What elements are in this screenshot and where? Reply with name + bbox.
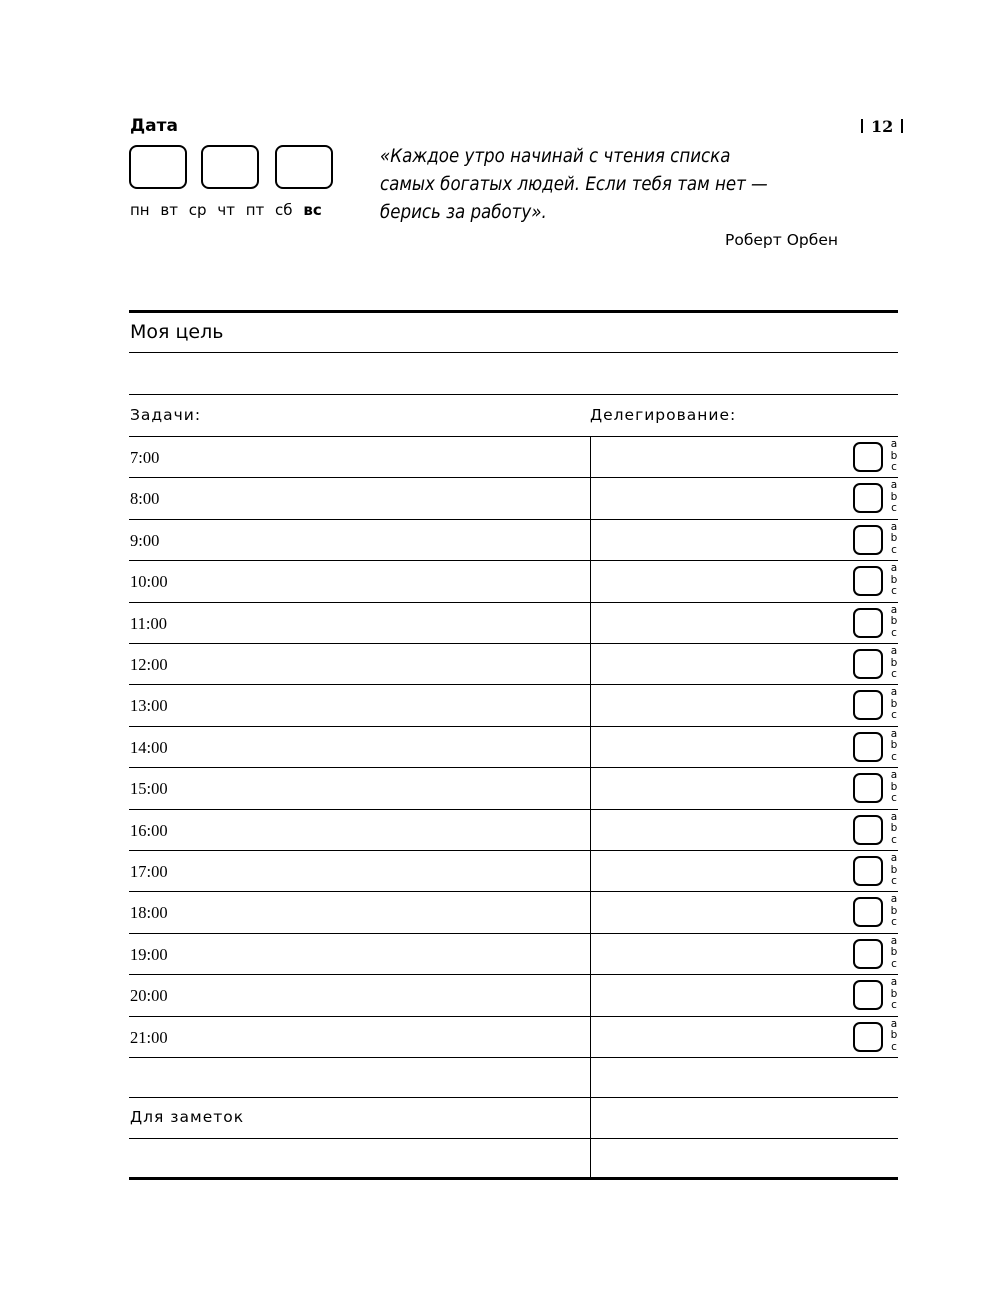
schedule-row[interactable] (0, 974, 986, 1015)
schedule-row[interactable] (0, 684, 986, 725)
task-checkbox[interactable] (853, 566, 883, 596)
weekday-sat[interactable]: сб (275, 201, 293, 219)
task-checkbox[interactable] (853, 939, 883, 969)
priority-letter[interactable]: c (891, 1040, 897, 1053)
delegation-title: Делегирование: (590, 406, 737, 424)
priority-letter[interactable]: b (890, 822, 898, 835)
time-label: 12:00 (130, 655, 168, 674)
time-label: 15:00 (130, 779, 168, 799)
priority-letters (889, 1019, 899, 1054)
priority-letter[interactable]: a (890, 810, 898, 823)
priority-letter[interactable]: b (890, 946, 898, 959)
weekday-selector (130, 201, 322, 219)
time-label: 11:00 (130, 613, 167, 633)
priority-letters (889, 687, 899, 722)
page-number-divider-left (861, 119, 863, 133)
priority-letter[interactable]: a (890, 520, 898, 533)
time-label: 21:00 (130, 1027, 168, 1047)
task-checkbox[interactable] (853, 897, 883, 927)
quote-line: «Каждое утро начинай с чтения списка (380, 146, 731, 167)
time-label: 16:00 (130, 820, 168, 840)
goal-top-rule (129, 310, 898, 313)
schedule-row[interactable] (0, 891, 986, 932)
weekday-tue[interactable]: вт (160, 201, 178, 219)
task-checkbox[interactable] (853, 608, 883, 638)
priority-letters (889, 853, 899, 888)
notes-top-rule (129, 1097, 898, 1098)
goal-write-line[interactable] (129, 394, 898, 395)
task-checkbox[interactable] (853, 1022, 883, 1052)
priority-letter[interactable]: a (890, 976, 898, 989)
quote (380, 143, 850, 227)
time-label: 18:00 (130, 903, 168, 923)
priority-letter[interactable]: a (890, 1017, 898, 1030)
priority-letters (889, 480, 899, 515)
priority-letter[interactable]: b (890, 490, 898, 503)
priority-letter[interactable]: c (891, 875, 897, 887)
priority-letters (889, 522, 899, 557)
date-day-box[interactable] (129, 145, 187, 189)
task-checkbox[interactable] (853, 483, 883, 513)
task-checkbox[interactable] (853, 980, 883, 1010)
priority-letters (889, 894, 899, 929)
task-checkbox[interactable] (853, 856, 883, 886)
priority-letter[interactable]: c (891, 833, 897, 846)
schedule-row[interactable] (0, 809, 986, 850)
quote-author: Роберт Орбен (725, 231, 838, 249)
priority-letter[interactable]: a (890, 479, 898, 492)
schedule-row[interactable] (0, 1016, 986, 1057)
priority-letter[interactable]: c (891, 543, 897, 556)
priority-letter[interactable]: c (891, 957, 897, 970)
date-year-box[interactable] (275, 145, 333, 189)
task-checkbox[interactable] (853, 773, 883, 803)
priority-letter[interactable]: b (890, 780, 898, 793)
priority-letter[interactable]: a (890, 562, 898, 575)
priority-letter[interactable]: c (891, 792, 897, 805)
priority-letter[interactable]: b (890, 573, 898, 586)
goal-title: Моя цель (130, 321, 224, 343)
page-number (853, 117, 911, 136)
time-label: 8:00 (130, 489, 160, 509)
priority-letter[interactable]: a (890, 603, 898, 616)
priority-letter[interactable]: b (890, 739, 898, 752)
notes-rule[interactable] (129, 1138, 898, 1139)
priority-letter[interactable]: a (890, 645, 898, 657)
page-bottom-rule (129, 1177, 898, 1180)
date-label: Дата (130, 116, 178, 136)
priority-letter[interactable]: b (890, 615, 898, 628)
priority-letter[interactable]: b (890, 863, 898, 876)
schedule-row[interactable] (0, 602, 986, 643)
priority-letter[interactable]: c (891, 626, 897, 639)
priority-letter[interactable]: a (890, 893, 898, 906)
time-label: 7:00 (130, 448, 160, 467)
schedule-row[interactable] (0, 436, 986, 477)
priority-letter[interactable]: c (891, 709, 897, 722)
priority-letter[interactable]: b (890, 904, 898, 917)
priority-letter[interactable]: b (890, 697, 898, 710)
time-label: 17:00 (130, 862, 168, 881)
goal-rule (129, 352, 898, 353)
tasks-title: Задачи: (130, 406, 202, 424)
time-label: 10:00 (130, 572, 168, 592)
time-label: 13:00 (130, 696, 168, 716)
quote-line: самых богатых людей. Если тебя там нет — (380, 174, 768, 195)
priority-letters (889, 563, 899, 598)
page-number-value: 12 (871, 117, 894, 136)
priority-letter[interactable]: b (890, 987, 898, 1000)
schedule-row[interactable] (0, 933, 986, 974)
weekday-fri[interactable]: пт (245, 201, 265, 219)
priority-letters (889, 770, 899, 805)
weekday-sun[interactable]: вс (303, 201, 322, 219)
schedule-row[interactable] (0, 477, 986, 518)
priority-letters (889, 729, 899, 764)
priority-letter[interactable]: c (891, 585, 897, 598)
priority-letter[interactable]: c (891, 668, 897, 680)
priority-letter[interactable]: b (890, 1029, 898, 1042)
task-checkbox[interactable] (853, 732, 883, 762)
priority-letter[interactable]: a (890, 934, 898, 947)
column-divider (590, 436, 591, 1178)
priority-letter[interactable]: b (890, 449, 898, 462)
priority-letter[interactable]: c (891, 461, 897, 473)
priority-letter[interactable]: a (890, 852, 898, 864)
schedule-row[interactable] (0, 767, 986, 808)
time-label: 14:00 (130, 737, 168, 757)
priority-letters (889, 812, 899, 847)
priority-letters (889, 977, 899, 1012)
schedule-row[interactable] (0, 850, 986, 891)
task-checkbox[interactable] (853, 690, 883, 720)
priority-letter[interactable]: b (890, 656, 898, 669)
priority-letter[interactable]: c (891, 999, 897, 1012)
weekday-wed[interactable]: ср (188, 201, 207, 219)
time-label: 19:00 (130, 944, 168, 964)
date-month-box[interactable] (201, 145, 259, 189)
row-rule (129, 1057, 898, 1058)
schedule-row[interactable] (0, 726, 986, 767)
priority-letters (889, 439, 899, 474)
notes-title: Для заметок (130, 1108, 245, 1126)
priority-letter[interactable]: a (890, 686, 898, 699)
priority-letters (889, 646, 899, 681)
priority-letters (889, 936, 899, 971)
time-label: 20:00 (130, 986, 168, 1006)
priority-letter[interactable]: a (890, 769, 898, 782)
page-number-divider-right (901, 119, 903, 133)
priority-letter[interactable]: b (890, 532, 898, 545)
priority-letter[interactable]: a (890, 727, 898, 740)
quote-line: берись за работу». (380, 202, 547, 223)
time-label: 9:00 (130, 530, 160, 550)
weekday-thu[interactable]: чт (217, 201, 235, 219)
schedule-row[interactable] (0, 560, 986, 601)
priority-letter[interactable]: c (891, 750, 897, 763)
priority-letter[interactable]: c (891, 502, 897, 515)
priority-letter[interactable]: c (891, 916, 897, 929)
task-checkbox[interactable] (853, 525, 883, 555)
schedule-row[interactable] (0, 643, 986, 684)
priority-letter[interactable]: a (890, 438, 898, 450)
weekday-mon[interactable]: пн (130, 201, 150, 219)
priority-letters (889, 605, 899, 640)
task-checkbox[interactable] (853, 815, 883, 845)
task-checkbox[interactable] (853, 649, 883, 679)
schedule-row[interactable] (0, 519, 986, 560)
task-checkbox[interactable] (853, 442, 883, 472)
